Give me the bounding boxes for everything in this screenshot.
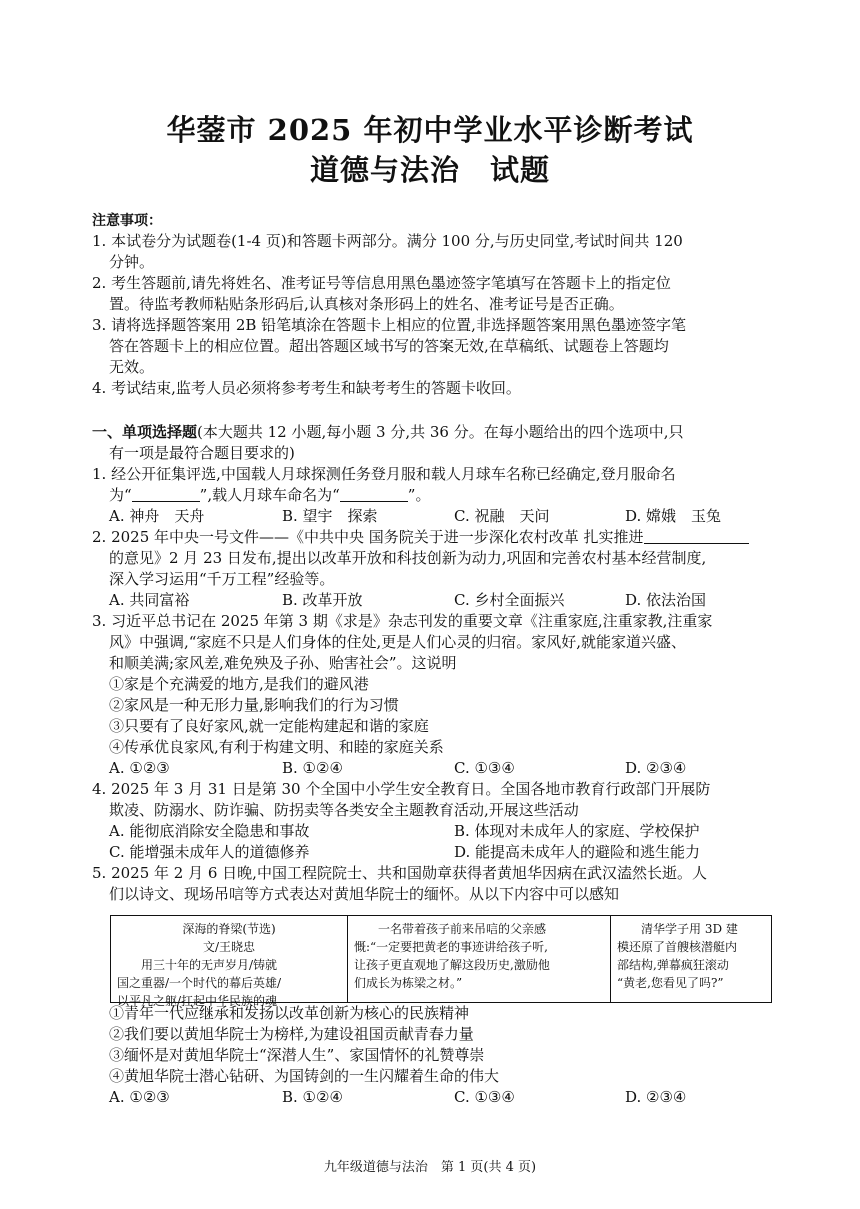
paper-label: 试题 — [490, 153, 551, 187]
q2-options — [92, 590, 782, 611]
father-line-2: 慨:“一定要把黄老的事迹讲给孩子听, — [354, 940, 548, 954]
poem-title: 深海的脊梁(节选) — [182, 922, 276, 936]
q5-statement-4: ④黄旭华院士潜心钻研、为国铸剑的一生闪耀着生命的伟大 — [109, 1067, 500, 1085]
q1-text-a: 为“ — [109, 486, 132, 504]
q1-text-c: ”。 — [407, 486, 431, 504]
students-line-1: 清华学子用 3D 建 — [641, 922, 738, 936]
notice-item-3-cont2: 无效。 — [109, 358, 155, 376]
q2-stem-cont2: 深入学习运用“千万工程”经验等。 — [109, 570, 335, 588]
q2-blank — [644, 528, 749, 544]
q5-stem: 5. 2025 年 2 月 6 日晚,中国工程院院士、共和国勋章获得者黄旭华因病在武汉溘然长逝。人 — [92, 864, 707, 882]
students-line-4: “黄老,您看见了吗?” — [617, 976, 724, 990]
q5-statement-1: ①青年一代应继承和发扬以改革创新为核心的民族精神 — [109, 1004, 470, 1022]
q3-option-c: C. ①③④ — [454, 759, 515, 777]
notice-item-3-cont: 答在答题卡上的相应位置。超出答题区域书写的答案无效,在草稿纸、试题卷上答题均 — [109, 337, 669, 355]
q3-stem: 3. 习近平总书记在 2025 年第 3 期《求是》杂志刊发的重要文章《注重家庭,注重家教,注重家 — [92, 612, 713, 630]
q1-stem: 1. 经公开征集评选,中国载人月球探测任务登月服和载人月球车名称已经确定,登月服命名 — [92, 465, 676, 483]
q1-blank-1 — [132, 486, 200, 502]
q5-poem-cell — [111, 916, 348, 1008]
q4-options-row-2 — [92, 842, 782, 863]
section-1 — [92, 422, 782, 905]
notice-heading: 注意事项： — [92, 213, 162, 229]
page-footer: 九年级道德与法治 第 1 页(共 4 页) — [323, 1160, 537, 1175]
q3-options — [92, 758, 782, 779]
q2-stem — [92, 527, 782, 548]
q3-statement-4: ④传承优良家风,有利于构建文明、和睦的家庭关系 — [109, 738, 444, 756]
q1-blank-2 — [340, 486, 408, 502]
subject-label: 道德与法治 — [309, 153, 460, 187]
q4-option-b: B. 体现对未成年人的家庭、学校保护 — [454, 822, 700, 840]
section-1-desc-cont: 有一项是最符合题目要求的) — [109, 444, 295, 462]
q2-option-d: D. 依法治国 — [625, 591, 707, 609]
poem-line-3: 以平凡之躯/扛起中华民族的魂 — [117, 994, 278, 1008]
poem-line-1: 用三十年的无声岁月/铸就 — [141, 958, 278, 972]
q5-father-cell — [348, 916, 611, 1002]
q3-statement-3: ③只要有了良好家风,就一定能构建起和谐的家庭 — [109, 717, 429, 735]
exam-title: 华蓥市 2025 年初中学业水平诊断考试 — [166, 113, 694, 147]
q5-option-a: A. ①②③ — [109, 1088, 170, 1106]
q5-stem-cont: 们以诗文、现场吊唁等方式表达对黄旭华院士的缅怀。从以下内容中可以感知 — [109, 885, 620, 903]
q1-stem-cont — [92, 485, 782, 506]
q4-option-d: D. 能提高未成年人的避险和逃生能力 — [454, 843, 701, 861]
q3-stem-cont2: 和顺美满;家风差,难免殃及子孙、贻害社会”。这说明 — [109, 654, 457, 672]
notice-list — [92, 231, 782, 399]
q2-option-c: C. 乡村全面振兴 — [454, 591, 565, 609]
father-line-1: 一名带着孩子前来吊唁的父亲感 — [378, 922, 547, 936]
section-1-desc: (本大题共 12 小题,每小题 3 分,共 36 分。在每小题给出的四个选项中,只 — [197, 423, 684, 441]
q4-option-c: C. 能增强未成年人的道德修养 — [109, 843, 310, 861]
q1-option-c: C. 祝融 天问 — [454, 507, 550, 525]
q3-option-d: D. ②③④ — [625, 759, 687, 777]
q1-option-d: D. 嫦娥 玉兔 — [625, 507, 722, 525]
q5-statement-2: ②我们要以黄旭华院士为榜样,为建设祖国贡献青春力量 — [109, 1025, 474, 1043]
q3-statement-2: ②家风是一种无形力量,影响我们的行为习惯 — [109, 696, 399, 714]
poem-author: 文/王晓忠 — [202, 940, 256, 954]
q1-options — [92, 506, 782, 527]
q4-stem-cont: 欺凌、防溺水、防诈骗、防拐卖等各类安全主题教育活动,开展这些活动 — [109, 801, 579, 819]
notice-item-2-cont: 置。待监考教师粘贴条形码后,认真核对条形码上的姓名、准考证号是否正确。 — [109, 295, 624, 313]
section-1-title: 一、单项选择题 — [92, 423, 198, 441]
q3-option-b: B. ①②④ — [282, 759, 343, 777]
q5-option-b: B. ①②④ — [282, 1088, 343, 1106]
q5-material-table — [110, 915, 772, 1008]
section-1-header — [92, 422, 782, 443]
q4-options-row-1 — [92, 821, 782, 842]
q2-text: 2. 2025 年中央一号文件——《中共中央 国务院关于进一步深化农村改革 扎实推进 — [92, 528, 644, 546]
exam-subtitle — [0, 148, 860, 189]
notice-item-2: 2. 考生答题前,请先将姓名、准考证号等信息用黑色墨迹签字笔填写在答题卡上的指定位 — [92, 274, 671, 292]
q5-statement-3: ③缅怀是对黄旭华院士“深潜人生”、家国情怀的礼赞尊崇 — [109, 1046, 485, 1064]
q5-option-c: C. ①③④ — [454, 1088, 515, 1106]
father-line-3: 让孩子更直观地了解这段历史,激励他 — [354, 958, 550, 972]
poem-line-2: 国之重器/一个时代的幕后英雄/ — [117, 976, 282, 990]
notice-item-4: 4. 考试结束,监考人员必须将参考考生和缺考考生的答题卡收回。 — [92, 379, 521, 397]
q5-option-d: D. ②③④ — [625, 1088, 687, 1106]
q2-option-a: A. 共同富裕 — [109, 591, 190, 609]
q2-option-b: B. 改革开放 — [282, 591, 363, 609]
q5-options — [92, 1087, 782, 1108]
notice-item-1-cont: 分钟。 — [109, 253, 155, 271]
notice-item-3: 3. 请将选择题答案用 2B 铅笔填涂在答题卡上相应的位置,非选择题答案用黑色墨迹签字笔 — [92, 316, 686, 334]
q5-students-cell — [611, 916, 771, 1002]
q1-option-b: B. 望宇 探索 — [282, 507, 378, 525]
father-line-4: 们成长为栋梁之材。” — [354, 976, 463, 990]
students-line-3: 部结构,弹幕疯狂滚动 — [617, 958, 729, 972]
notice-item-1: 1. 本试卷分为试题卷(1-4 页)和答题卡两部分。满分 100 分,与历史同堂,考试时间共 120 — [92, 232, 683, 250]
q4-stem: 4. 2025 年 3 月 31 日是第 30 个全国中小学生安全教育日。全国各地市教育行政部门开展防 — [92, 780, 711, 798]
q5-statements — [92, 1003, 782, 1108]
q3-stem-cont: 风》中强调,“家庭不只是人们身体的住处,更是人们心灵的归宿。家风好,就能家道兴盛、 — [109, 633, 686, 651]
students-line-2: 模还原了首艘核潜艇内 — [617, 940, 738, 954]
q3-option-a: A. ①②③ — [109, 759, 170, 777]
q3-statement-1: ①家是个充满爱的地方,是我们的避风港 — [109, 675, 369, 693]
q1-option-a: A. 神舟 天舟 — [109, 507, 205, 525]
q4-option-a: A. 能彻底消除安全隐患和事故 — [109, 822, 310, 840]
q2-stem-cont: 的意见》2 月 23 日发布,提出以改革开放和科技创新为动力,巩固和完善农村基本经营制度, — [109, 549, 707, 567]
q1-text-b: ”,载人月球车命名为“ — [199, 486, 340, 504]
